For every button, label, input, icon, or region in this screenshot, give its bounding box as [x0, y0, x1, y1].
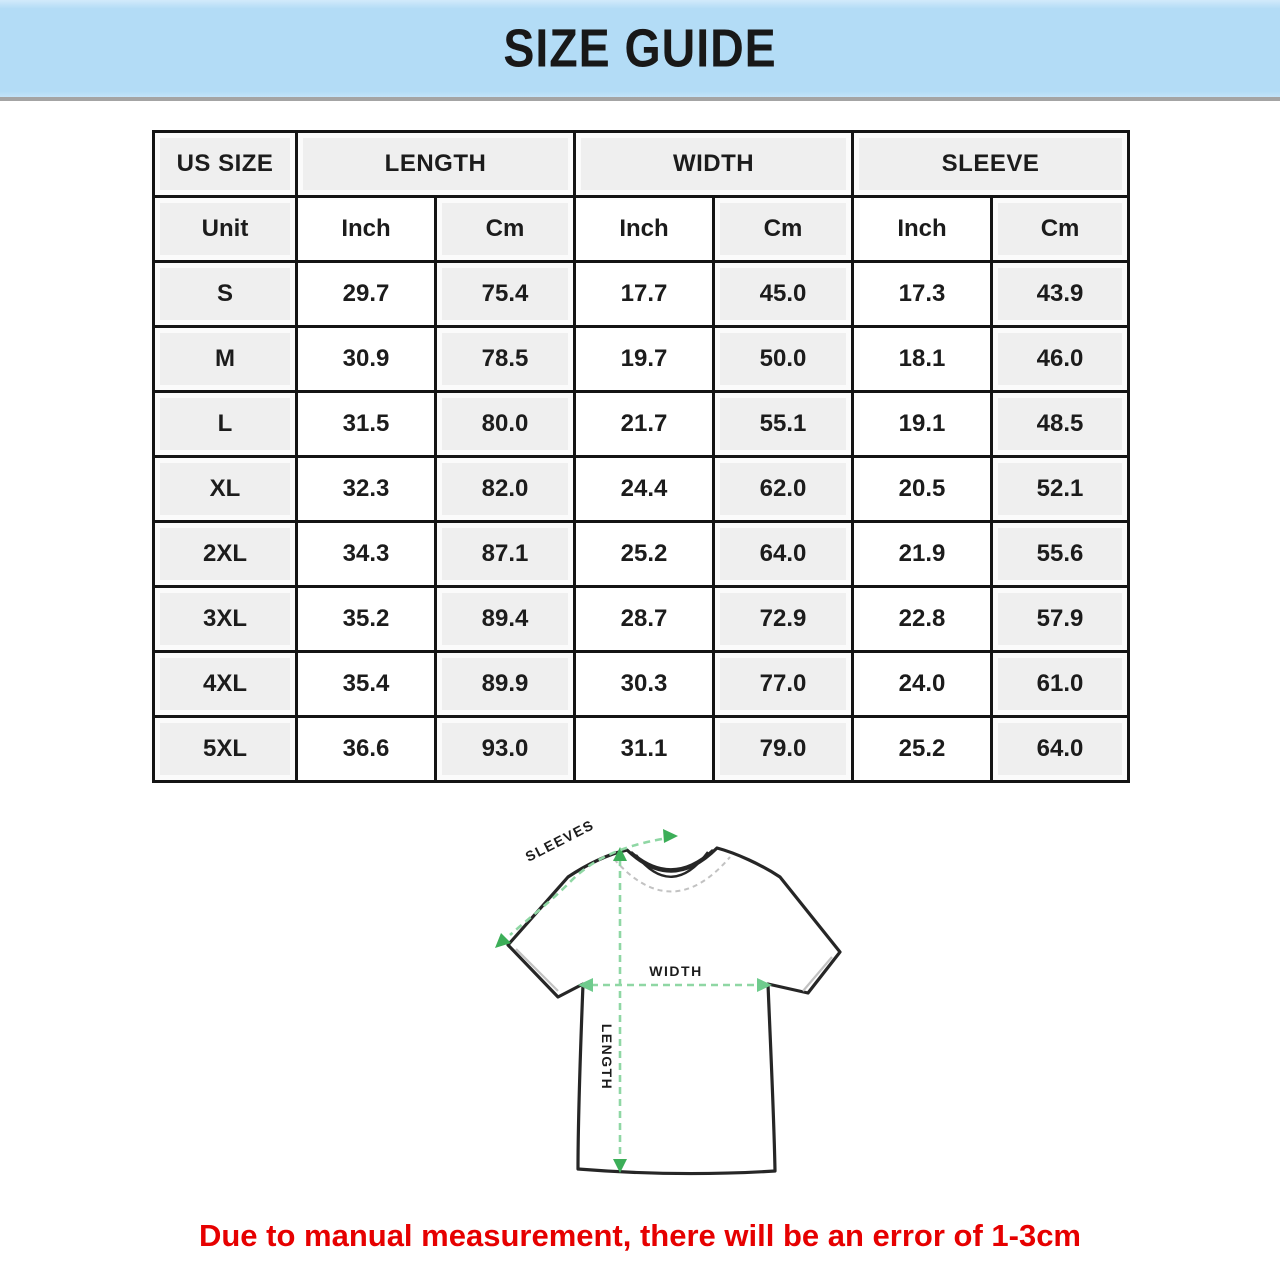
sleeves-label: SLEEVES — [522, 816, 597, 865]
value-cell: 18.1 — [853, 327, 992, 392]
value-cell: 19.7 — [575, 327, 714, 392]
group-header-row — [154, 132, 1129, 197]
value-cell: 31.5 — [297, 392, 436, 457]
unit-length-cm: Cm — [436, 197, 575, 262]
size-cell: 3XL — [154, 587, 297, 652]
value-cell: 72.9 — [714, 587, 853, 652]
value-cell: 30.9 — [297, 327, 436, 392]
size-cell: L — [154, 392, 297, 457]
size-cell: 5XL — [154, 717, 297, 782]
value-cell: 29.7 — [297, 262, 436, 327]
unit-width-cm: Cm — [714, 197, 853, 262]
value-cell: 87.1 — [436, 522, 575, 587]
value-cell: 35.4 — [297, 652, 436, 717]
value-cell: 46.0 — [992, 327, 1129, 392]
value-cell: 64.0 — [714, 522, 853, 587]
value-cell: 48.5 — [992, 392, 1129, 457]
table-row-s — [154, 262, 1129, 327]
value-cell: 77.0 — [714, 652, 853, 717]
value-cell: 21.7 — [575, 392, 714, 457]
value-cell: 24.4 — [575, 457, 714, 522]
value-cell: 28.7 — [575, 587, 714, 652]
length-label: LENGTH — [599, 1023, 615, 1091]
value-cell: 21.9 — [853, 522, 992, 587]
unit-header-row — [154, 197, 1129, 262]
table-row-4xl — [154, 652, 1129, 717]
col-header-sleeve: SLEEVE — [853, 132, 1129, 197]
size-table-wrap — [152, 130, 1130, 783]
value-cell: 75.4 — [436, 262, 575, 327]
value-cell: 78.5 — [436, 327, 575, 392]
value-cell: 24.0 — [853, 652, 992, 717]
value-cell: 89.4 — [436, 587, 575, 652]
value-cell: 25.2 — [575, 522, 714, 587]
size-cell: 2XL — [154, 522, 297, 587]
value-cell: 64.0 — [992, 717, 1129, 782]
sleeve-arrow-right-icon — [663, 829, 678, 843]
value-cell: 36.6 — [297, 717, 436, 782]
value-cell: 25.2 — [853, 717, 992, 782]
value-cell: 89.9 — [436, 652, 575, 717]
tshirt-outline — [508, 848, 840, 1174]
col-header-width: WIDTH — [575, 132, 853, 197]
unit-label: Unit — [154, 197, 297, 262]
size-table — [152, 130, 1130, 783]
value-cell: 57.9 — [992, 587, 1129, 652]
value-cell: 35.2 — [297, 587, 436, 652]
table-row-3xl — [154, 587, 1129, 652]
size-cell: M — [154, 327, 297, 392]
value-cell: 79.0 — [714, 717, 853, 782]
tshirt-measurement-diagram — [450, 795, 890, 1195]
value-cell: 31.1 — [575, 717, 714, 782]
value-cell: 93.0 — [436, 717, 575, 782]
size-cell: S — [154, 262, 297, 327]
value-cell: 19.1 — [853, 392, 992, 457]
value-cell: 17.7 — [575, 262, 714, 327]
width-label: WIDTH — [649, 963, 703, 979]
value-cell: 17.3 — [853, 262, 992, 327]
value-cell: 50.0 — [714, 327, 853, 392]
value-cell: 82.0 — [436, 457, 575, 522]
value-cell: 22.8 — [853, 587, 992, 652]
value-cell: 80.0 — [436, 392, 575, 457]
unit-sleeve-inch: Inch — [853, 197, 992, 262]
table-row-xl — [154, 457, 1129, 522]
measurement-note: Due to manual measurement, there will be an error of 1-3cm — [198, 1218, 1082, 1253]
value-cell: 61.0 — [992, 652, 1129, 717]
value-cell: 32.3 — [297, 457, 436, 522]
title-bar — [0, 0, 1280, 101]
unit-length-inch: Inch — [297, 197, 436, 262]
value-cell: 55.1 — [714, 392, 853, 457]
col-header-us-size: US SIZE — [154, 132, 297, 197]
size-cell: XL — [154, 457, 297, 522]
value-cell: 20.5 — [853, 457, 992, 522]
table-row-l — [154, 392, 1129, 457]
value-cell: 34.3 — [297, 522, 436, 587]
value-cell: 62.0 — [714, 457, 853, 522]
value-cell: 52.1 — [992, 457, 1129, 522]
value-cell: 45.0 — [714, 262, 853, 327]
unit-sleeve-cm: Cm — [992, 197, 1129, 262]
col-header-length: LENGTH — [297, 132, 575, 197]
size-cell: 4XL — [154, 652, 297, 717]
table-row-m — [154, 327, 1129, 392]
value-cell: 55.6 — [992, 522, 1129, 587]
unit-width-inch: Inch — [575, 197, 714, 262]
table-row-5xl — [154, 717, 1129, 782]
page-title: SIZE GUIDE — [503, 19, 777, 79]
value-cell: 30.3 — [575, 652, 714, 717]
table-row-2xl — [154, 522, 1129, 587]
value-cell: 43.9 — [992, 262, 1129, 327]
